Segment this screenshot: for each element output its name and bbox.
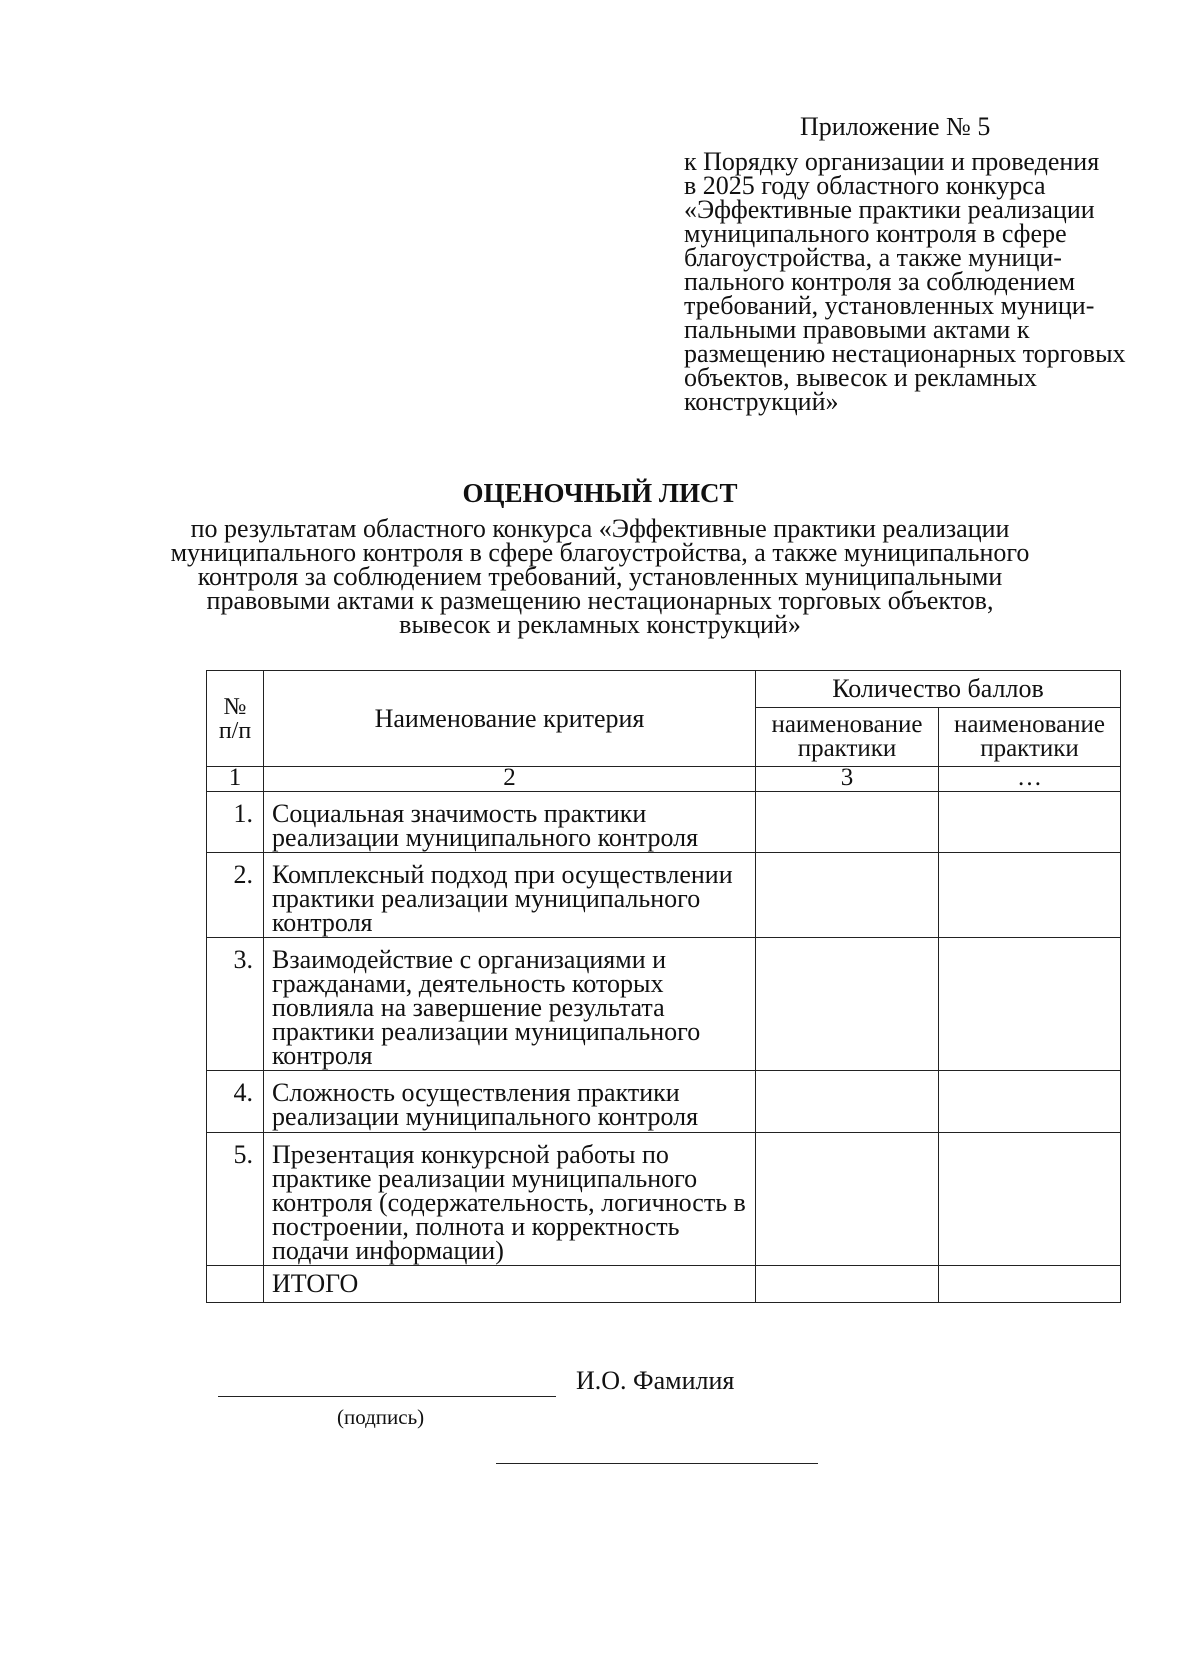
total-row <box>207 1266 1121 1303</box>
score-cell-practice-2[interactable] <box>939 853 1121 938</box>
appendix-line: требований, установленных муници- <box>684 291 1095 320</box>
score-cell-practice-2[interactable] <box>939 1133 1121 1266</box>
header-practice-1: наименование практики <box>756 708 939 767</box>
appendix-line: объектов, вывесок и рекламных <box>684 363 1037 392</box>
table-row <box>207 1133 1121 1266</box>
score-cell-practice-1[interactable] <box>756 853 939 938</box>
subtitle-line: вывесок и рекламных конструкций» <box>399 610 801 639</box>
row-number: 4. <box>207 1071 264 1133</box>
criterion-name: Сложность осуществления практики реализации муниципального контроля <box>264 1071 756 1133</box>
total-cell-practice-1[interactable] <box>756 1266 939 1303</box>
row-number: 1. <box>207 792 264 853</box>
appendix-line: пальными правовыми актами к <box>684 315 1030 344</box>
column-index: 3 <box>756 767 939 792</box>
score-cell-practice-1[interactable] <box>756 1071 939 1133</box>
header-number <box>207 671 264 767</box>
header-score-group: Количество баллов <box>756 671 1121 708</box>
column-index-row <box>207 767 1121 792</box>
signer-name: И.О. Фамилия <box>576 1366 735 1395</box>
signature-caption: (подпись) <box>337 1405 425 1429</box>
subtitle-line: правовыми актами к размещению нестационарных торговых объектов, <box>206 586 994 615</box>
appendix-text <box>684 147 1126 416</box>
row-number: 5. <box>207 1133 264 1266</box>
table-row <box>207 938 1121 1071</box>
subtitle-line: контроля за соблюдением требований, установленных муниципальными <box>197 562 1003 591</box>
appendix-line: «Эффективные практики реализации <box>684 195 1095 224</box>
total-label: ИТОГО <box>264 1266 756 1303</box>
column-index: 1 <box>207 767 264 792</box>
appendix-line: благоустройства, а также муници- <box>684 243 1062 272</box>
score-cell-practice-2[interactable] <box>939 1071 1121 1133</box>
total-number-cell <box>207 1266 264 1303</box>
appendix-line: размещению нестационарных торговых <box>684 339 1126 368</box>
document-subtitle <box>0 514 1200 639</box>
total-cell-practice-2[interactable] <box>939 1266 1121 1303</box>
score-cell-practice-2[interactable] <box>939 792 1121 853</box>
date-line <box>496 1463 818 1464</box>
subtitle-line: муниципального контроля в сфере благоустройства, а также муниципального <box>170 538 1030 567</box>
criterion-name: Взаимодействие с организациями и гражданами, деятельность которых повлияла на завершение результата практики реализации муниципального контроля <box>264 938 756 1071</box>
column-index: … <box>939 767 1121 792</box>
header-practice-2: наименование практики <box>939 708 1121 767</box>
column-index: 2 <box>264 767 756 792</box>
header-number-sign: № <box>223 693 247 720</box>
subtitle-line: по результатам областного конкурса «Эффективные практики реализации <box>190 514 1010 543</box>
score-cell-practice-1[interactable] <box>756 938 939 1071</box>
signature-line <box>218 1396 556 1397</box>
row-number: 3. <box>207 938 264 1071</box>
row-number: 2. <box>207 853 264 938</box>
criterion-name: Социальная значимость практики реализации муниципального контроля <box>264 792 756 853</box>
appendix-line: к Порядку организации и проведения <box>684 147 1100 176</box>
appendix-line: муниципального контроля в сфере <box>684 219 1067 248</box>
score-cell-practice-2[interactable] <box>939 938 1121 1071</box>
criterion-name: Комплексный подход при осуществлении практики реализации муниципального контроля <box>264 853 756 938</box>
appendix-line: конструкций» <box>684 387 839 416</box>
table-row <box>207 792 1121 853</box>
table-row <box>207 1071 1121 1133</box>
header-number-abbr: п/п <box>218 717 252 744</box>
appendix-line: в 2025 году областного конкурса <box>684 171 1046 200</box>
header-criterion-name: Наименование критерия <box>264 671 756 767</box>
evaluation-table <box>206 670 1121 1303</box>
appendix-label: Приложение № 5 <box>800 112 991 141</box>
score-cell-practice-1[interactable] <box>756 1133 939 1266</box>
table-row <box>207 853 1121 938</box>
document-title: ОЦЕНОЧНЫЙ ЛИСТ <box>462 478 738 508</box>
appendix-line: пального контроля за соблюдением <box>684 267 1076 296</box>
criterion-name: Презентация конкурсной работы по практике реализации муниципального контроля (содержательность, логичность в построении, полнота и корректность подачи информации) <box>264 1133 756 1266</box>
score-cell-practice-1[interactable] <box>756 792 939 853</box>
